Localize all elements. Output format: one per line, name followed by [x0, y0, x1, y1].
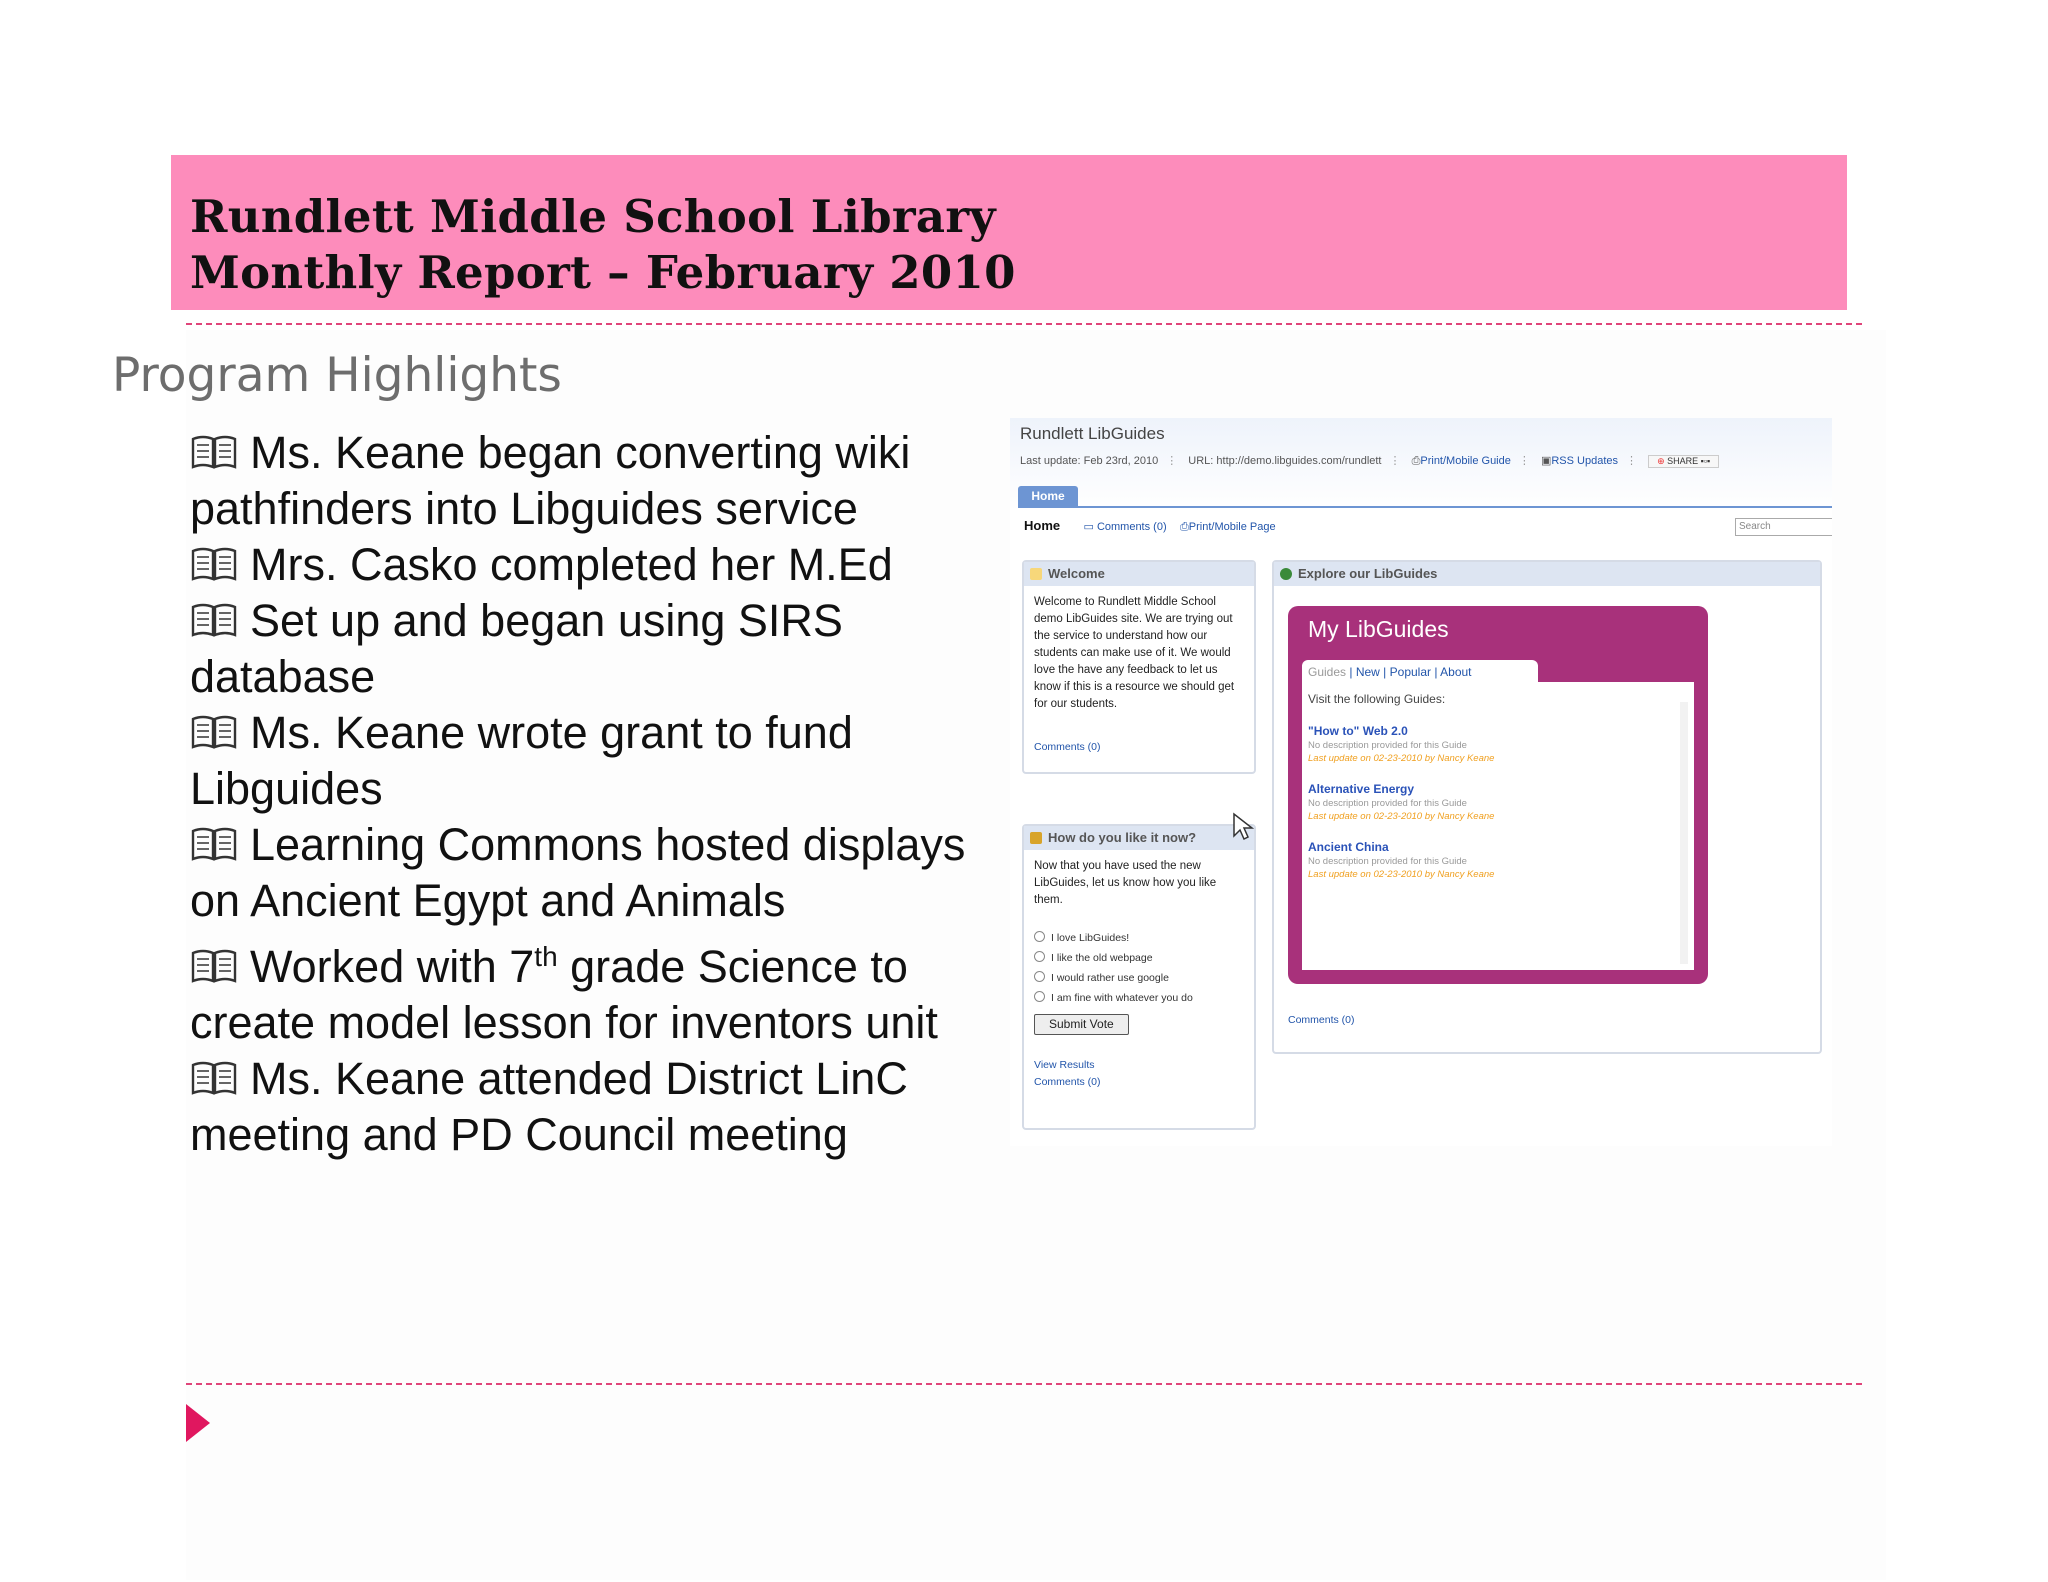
guide-description: No description provided for this Guide [1308, 740, 1467, 751]
globe-icon [1280, 568, 1292, 580]
radio-button[interactable] [1034, 971, 1045, 982]
bullet-text-superscript: th [534, 941, 558, 972]
poll-option[interactable] [1034, 990, 1244, 1007]
book-icon [190, 433, 238, 471]
bullet-text-post: grade Science to create model lesson for inventors unit [190, 941, 938, 1048]
top-divider [186, 323, 1862, 325]
guide-link[interactable]: "How to" Web 2.0 [1308, 724, 1408, 738]
guide-updated: Last update on 02-23-2010 by Nancy Keane [1308, 811, 1495, 822]
subnav-comments-label: Comments (0) [1096, 521, 1167, 533]
print-mobile-guide-link[interactable]: Print/Mobile Guide [1420, 455, 1511, 467]
report-title-line-2: Monthly Report – February 2010 [190, 246, 1016, 299]
report-title-line-1: Rundlett Middle School Library [190, 190, 996, 243]
guides-intro: Visit the following Guides: [1308, 692, 1446, 706]
explore-box-header [1274, 562, 1820, 586]
highlights-list [190, 425, 970, 1163]
libguides-header [1010, 418, 1832, 510]
rss-updates-link[interactable]: RSS Updates [1551, 455, 1618, 467]
poll-title: How do you like it now? [1048, 830, 1197, 845]
my-libguides-title: My LibGuides [1308, 616, 1449, 642]
book-icon [190, 947, 238, 985]
guide-link[interactable]: Alternative Energy [1308, 782, 1415, 796]
welcome-box [1022, 560, 1256, 774]
libguides-meta-bar: Last update: Feb 23rd, 2010 ⋮ URL: http://demo.libguides.com/rundlett ⋮ ⎙Print/Mobile Guide ⋮ ▣RSS Updates ⋮ ⊕ SHARE ▪▫▪ [1020, 454, 1719, 468]
bullet-text: Set up and began using SIRS database [190, 595, 843, 702]
tab-new[interactable]: New [1355, 665, 1380, 679]
bottom-divider [186, 1383, 1862, 1385]
tab-about[interactable]: About [1440, 665, 1472, 679]
next-slide-arrow-icon[interactable] [186, 1404, 210, 1442]
search-input[interactable]: Search [1735, 518, 1832, 536]
last-update: Last update: Feb 23rd, 2010 [1020, 455, 1159, 467]
explore-title: Explore our LibGuides [1298, 566, 1438, 581]
book-icon [190, 713, 238, 751]
radio-button[interactable] [1034, 931, 1045, 942]
my-libguides-list [1302, 682, 1694, 970]
share-button[interactable]: ⊕ SHARE ▪▫▪ [1648, 455, 1719, 468]
list-item [190, 425, 970, 537]
book-icon [190, 1059, 238, 1097]
bullet-text: Ms. Keane began converting wiki pathfinders into Libguides service [190, 427, 911, 534]
explore-comments-link[interactable]: Comments (0) [1288, 1014, 1355, 1026]
poll-box-header [1024, 826, 1254, 850]
radio-button[interactable] [1034, 991, 1045, 1002]
section-title: Program Highlights [112, 348, 562, 403]
mouse-cursor-icon [1232, 812, 1254, 842]
page-subnav [1024, 518, 1276, 534]
rss-icon: ▣ [1540, 455, 1552, 467]
poll-option-label: I would rather use google [1051, 972, 1169, 984]
my-libguides-tabs: Guides | New | Popular | About [1302, 660, 1538, 684]
poll-option-label: I am fine with whatever you do [1051, 992, 1193, 1004]
guide-url: URL: http://demo.libguides.com/rundlett [1188, 455, 1382, 467]
poll-option-label: I like the old webpage [1051, 952, 1153, 964]
libguides-screenshot [1010, 418, 1832, 1146]
poll-option[interactable] [1034, 970, 1244, 987]
poll-comments-link[interactable]: Comments (0) [1034, 1076, 1101, 1088]
bullet-text-pre: Worked with 7 [250, 941, 535, 992]
welcome-comments-link[interactable]: Comments (0) [1034, 741, 1101, 753]
tab-popular[interactable]: Popular [1389, 665, 1432, 679]
tab-underline [1018, 506, 1832, 508]
guides-body [1308, 692, 1668, 880]
list-item [190, 817, 970, 929]
libguides-site-title: Rundlett LibGuides [1020, 424, 1165, 443]
guide-description: No description provided for this Guide [1308, 798, 1467, 809]
subnav-print-link[interactable] [1180, 521, 1276, 533]
list-item [190, 1051, 970, 1163]
welcome-box-header [1024, 562, 1254, 586]
poll-option-label: I love LibGuides! [1051, 932, 1130, 944]
list-item [190, 929, 970, 1051]
welcome-text: Welcome to Rundlett Middle School demo LibGuides site. We are trying out the service to understand how our students can make use of it. We would love the have any feedback to let us know if this is a resource we should get for our students. [1034, 596, 1235, 710]
subnav-home[interactable]: Home [1024, 518, 1061, 533]
list-item [190, 537, 970, 593]
view-results-link[interactable]: View Results [1034, 1059, 1095, 1071]
bullet-text: Ms. Keane wrote grant to fund Libguides [190, 707, 853, 814]
guide-updated: Last update on 02-23-2010 by Nancy Keane [1308, 753, 1495, 764]
welcome-title: Welcome [1048, 566, 1105, 581]
list-item [190, 593, 970, 705]
my-libguides-widget [1288, 606, 1708, 984]
poll-box [1022, 824, 1256, 1130]
book-icon [190, 601, 238, 639]
guide-link[interactable]: Ancient China [1308, 840, 1389, 854]
share-icon: ⊕ [1657, 456, 1665, 466]
guide-updated: Last update on 02-23-2010 by Nancy Keane [1308, 869, 1495, 880]
comment-icon: ▭ [1083, 521, 1094, 533]
tab-home[interactable]: Home [1018, 486, 1078, 506]
bullet-text: Learning Commons hosted displays on Ancient Egypt and Animals [190, 819, 966, 926]
guides-scrollbar[interactable] [1680, 702, 1688, 964]
book-icon [190, 545, 238, 583]
list-item [190, 705, 970, 817]
poll-option[interactable] [1034, 930, 1244, 947]
submit-vote-button[interactable]: Submit Vote [1034, 1014, 1129, 1035]
poll-text: Now that you have used the new LibGuides, let us know how you like them. [1034, 860, 1217, 906]
bullet-text: Mrs. Casko completed her M.Ed [250, 539, 893, 590]
bullet-text: Ms. Keane attended District LinC meeting and PD Council meeting [190, 1053, 908, 1160]
tab-guides[interactable]: Guides [1308, 665, 1347, 679]
subnav-comments-link[interactable] [1083, 521, 1166, 533]
poll-option[interactable] [1034, 950, 1244, 967]
poll-icon [1030, 832, 1042, 844]
radio-button[interactable] [1034, 951, 1045, 962]
print-icon: ⎙ [1179, 521, 1189, 533]
poll-body [1024, 850, 1254, 1099]
guide-description: No description provided for this Guide [1308, 856, 1467, 867]
welcome-body [1024, 586, 1254, 764]
share-label: SHARE [1667, 456, 1699, 466]
print-icon: ⎙ [1411, 455, 1421, 467]
book-icon [190, 825, 238, 863]
welcome-icon [1030, 568, 1042, 580]
subnav-print-label: Print/Mobile Page [1188, 521, 1276, 533]
